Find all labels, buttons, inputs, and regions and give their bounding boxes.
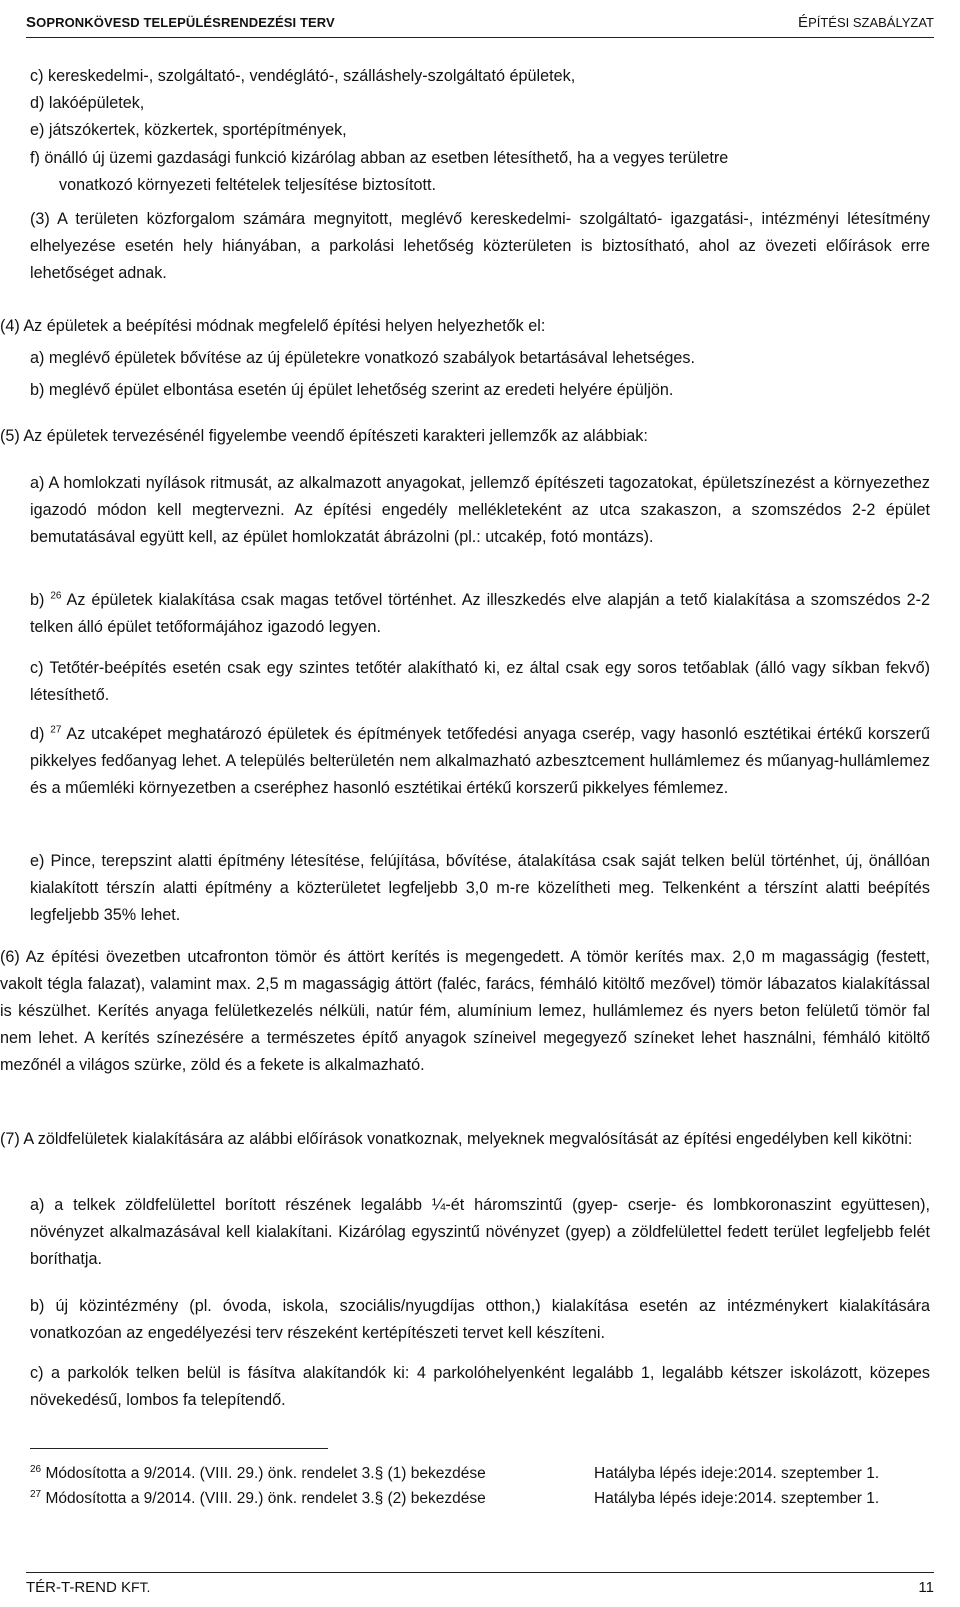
paragraph-5-e: e) Pince, terepszint alatti építmény létesítése, felújítása, bővítése, átalakítása csak saját telken belül történhet, új, önállóan kialakított térszín alatti építmény a közterületet legfeljebb 3,0 m-re közelítheti meg. Telkenként a térszínt alatti beépítés legfeljebb 35% lehet. <box>30 852 930 924</box>
paragraph-4-a: a) meglévő épületek bővítése az új épületekre vonatkozó szabályok betartásával lehetséges. <box>30 349 695 367</box>
page-footer <box>26 1572 934 1596</box>
document-title: SOPRONKÖVESD TELEPÜLÉSRENDEZÉSI TERV <box>26 14 335 31</box>
paragraph-3: (3) A területen közforgalom számára megnyitott, meglévő kereskedelmi- szolgáltató- igazgatási-, intézményi létesítmény elhelyezése esetén hely hiányában, a parkolási lehetőség közterületen is biztosítható, ahol az övezeti előírások erre lehetőséget adnak. <box>30 210 930 282</box>
paragraph-7-c: c) a parkolók telken belül is fásítva alakítandók ki: 4 parkolóhelyenként legalább 1, legalább kétszer iskolázott, közepes növekedésű, lombos fa telepítendő. <box>30 1364 930 1409</box>
paragraph-5-c: c) Tetőtér-beépítés esetén csak egy szintes tetőtér alakítható ki, ez által csak egy soros tetőablak (álló vagy síkban fekvő) létesíthető. <box>30 659 930 704</box>
paragraph-5-d: d) $^{27}$ Az utcaképet meghatározó épületek és építmények tetőfedési anyaga cserép, vagy hasonló esztétikai értékű korszerű pikkelyes fedőanyag lehet. A település belterületén nem alkalmazható azbesztcement hullámlemez és műanyag-hullámlemez és a műemléki környezetben a cseréphez hasonló esztétikai értékű korszerű pikkelyes fémlemez. <box>30 724 931 797</box>
list-item-e: e) játszókertek, közkertek, sportépítmények, <box>30 121 347 139</box>
paragraph-5-a: a) A homlokzati nyílások ritmusát, az alkalmazott anyagokat, jellemző építészeti tagozatokat, épületszínezést a környezethez igazodó módon kell megtervezni. Az építési engedély mellékleteként az utca szakaszon, a szomszédos 2-2 épület bemutatásával együtt kell, az épület homlokzatát ábrázolni (pl.: utcakép, fotó montázs). <box>30 474 930 546</box>
footnote-26: $^{26}$ Módosította a 9/2014. (VIII. 29.) önk. rendelet 3.§ (1) bekezdése <box>30 1463 486 1482</box>
paragraph-7-a: a) a telkek zöldfelülettel borított részének legalább ¼-ét háromszintű (gyep- cserje- és lombkoronaszint együttesen), növényzet alkalmazásával kell kialakítani. Kizárólag egyszintű növényzet (gyep) a zöldfelülettel fedett terület legfeljebb felét boríthatja. <box>30 1196 930 1268</box>
paragraph-7-intro: (7) A zöldfelületek kialakítására az alábbi előírások vonatkoznak, melyeknek megvalósítását az építési engedélyben kell kikötni: <box>0 1130 913 1148</box>
paragraph-5-b: b) $^{26}$ Az épületek kialakítása csak magas tetővel történhet. Az illeszkedés elve alapján a tető kialakítása a szomszédos 2-2 telken álló épület tetőformájához igazodó legyen. <box>30 590 931 636</box>
list-item-f-line2: vonatkozó környezeti feltételek teljesítése biztosított. <box>59 176 437 194</box>
footnote-27: $^{27}$ Módosította a 9/2014. (VIII. 29.) önk. rendelet 3.§ (2) bekezdése <box>30 1488 486 1507</box>
list-item-f-line1: f) önálló új üzemi gazdasági funkció kizárólag abban az esetben létesíthető, ha a vegyes területre <box>30 149 729 167</box>
company-name: TÉR-T-REND KFT. <box>26 1579 151 1596</box>
footnote-ref-26: 26 <box>50 590 62 602</box>
footnote-27-effective: Hatályba lépés ideje:2014. szeptember 1. <box>594 1490 880 1507</box>
list-item-c: c) kereskedelmi-, szolgáltató-, vendéglátó-, szálláshely-szolgáltató épületek, <box>30 67 576 85</box>
footnote-ref-27: 27 <box>50 724 62 736</box>
footnote-26-effective: Hatályba lépés ideje:2014. szeptember 1. <box>594 1465 880 1482</box>
page-number: 11 <box>918 1579 934 1596</box>
section-title: ÉPÍTÉSI SZABÁLYZAT <box>798 14 934 31</box>
list-item-d: d) lakóépületek, <box>30 94 145 112</box>
paragraph-4-intro: (4) Az épületek a beépítési módnak megfelelő építési helyen helyezhetők el: <box>0 317 546 335</box>
paragraph-4-b: b) meglévő épület elbontása esetén új épület lehetőség szerint az eredeti helyére épüljön. <box>30 381 674 399</box>
footnote-divider <box>30 1448 328 1449</box>
paragraph-5-intro: (5) Az épületek tervezésénél figyelembe veendő építészeti karakteri jellemzők az alábbiak: <box>0 427 648 445</box>
paragraph-6: (6) Az építési övezetben utcafronton tömör és áttört kerítés is megengedett. A tömör kerítés max. 2,0 m magasságig (festett, vakolt tégla falazat), valamint max. 2,5 m magasságig áttört (faléc, farács, fémháló kitöltő mezővel) tömör lábazatos kialakítással is készülhet. Kerítés anyaga felületkezelés nélküli, natúr fém, alumínium lemez, hullámlemez és nyers beton felületű tömör fal nem lehet. A kerítés színezésére a természetes építő anyagok színeivel megegyező színeket lehet használni, fémháló kitöltő mezőnél a világos szürke, zöld és a fekete is alkalmazható. <box>0 948 930 1074</box>
page-header <box>26 0 934 38</box>
paragraph-7-b: b) új közintézmény (pl. óvoda, iskola, szociális/nyugdíjas otthon,) kialakítása esetén az intézménykert kialakítására vonatkozóan az engedélyezési terv részeként kertépítészeti tervet kell készíteni. <box>30 1297 930 1342</box>
